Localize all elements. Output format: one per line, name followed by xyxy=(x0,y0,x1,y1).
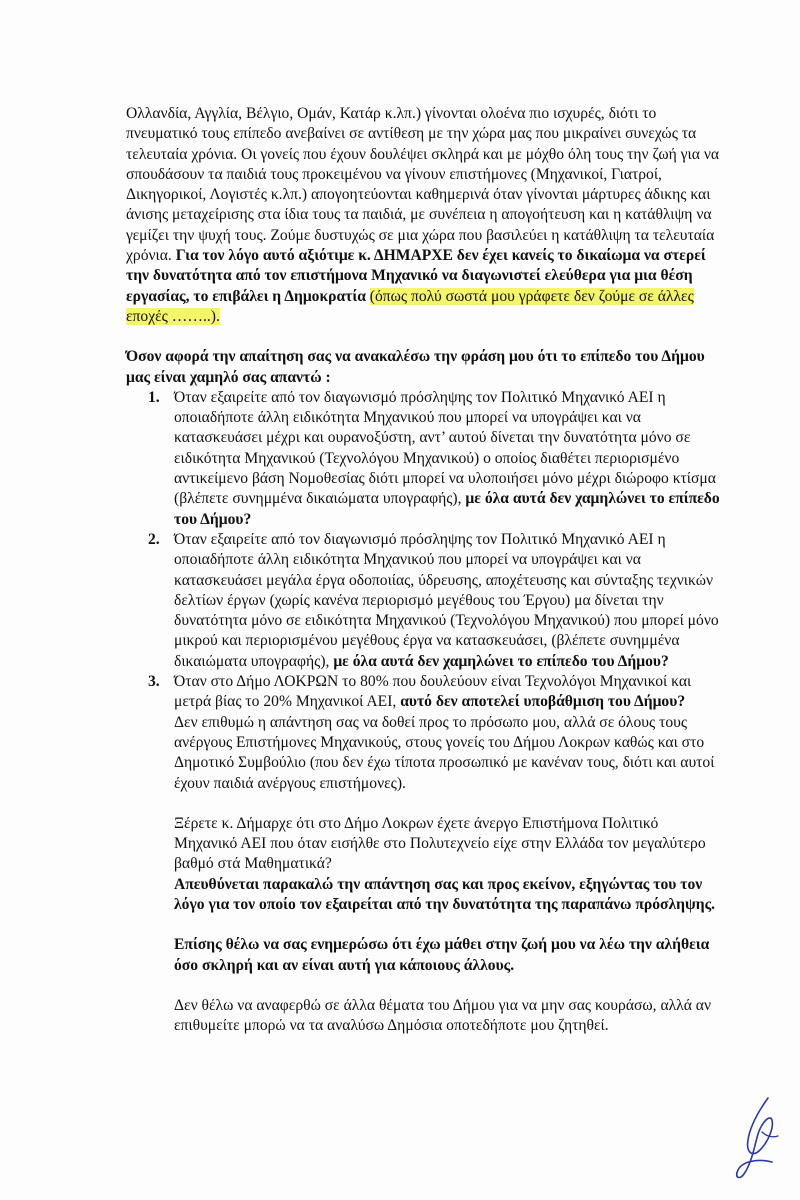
section-heading: Όσον αφορά την απαίτηση σας να ανακαλέσω την φράση μου ότι το επίπεδο του Δήμου μας είναι χαμηλό σας απαντώ : xyxy=(126,348,705,386)
engineer-request: Απευθύνεται παρακαλώ την απάντηση σας και προς εκείνον, εξηγώντας του τον λόγο για τον οποίο τον εξαιρείται από την δυνατότητα της παραπάνω πρόσληψης. xyxy=(174,875,716,913)
intro-text: Ολλανδία, Αγγλία, Βέλγιο, Ομάν, Κατάρ κ.λπ.) γίνονται ολοένα πιο ισχυρές, διότι το πνευματικό τους επίπεδο ανεβαίνει σε αντίθεση με την χώρα μας που μικραίνει συνεχώς τα τελευταία χρόνια. Οι γονείς που έχουν δουλέψει σκληρά και με μόχθο όλη τους την ζωή για να σπουδάσουν τα παιδιά τους προκειμένου να γίνουν επιστήμονες (Μηχανικοί, Γιατροί, Δικηγορικοί, Λογιστές κ.λπ.) απογοητεύονται καθημερινά όταν γίνονται μάρτυρες άδικης και άνισης μεταχείρισης στα ίδια τους τα παιδιά, με συνέπεια η απογοήτευση και η κατάθλιψη να γεμίζει την ψυχή τους. Ζούμε δυστυχώς σε μια χώρα που βασιλεύει η κατάθλιψη τα τελευταία χρόνια. xyxy=(126,105,720,265)
list-item-number: 1. xyxy=(148,388,160,406)
intro-bold-text: Για τον λόγο αυτό αξιότιμε κ. ΔΗΜΑΡΧΕ δεν έχει κανείς το δικαίωμα να στερεί την δυνατότητα από τον επιστήμονα Μηχανικό να διαγωνιστεί ελεύθερα για μια θέση εργασίας, το επιβάλει η Δημοκρατία xyxy=(126,247,706,305)
list-item xyxy=(126,530,724,672)
engineer-paragraph xyxy=(126,814,724,1037)
closing-paragraph: Δεν θέλω να αναφερθώ σε άλλα θέματα του Δήμου για να μην σας κουράσω, αλλά αν επιθυμείτε μπορώ να τα αναλύσω Δημόσια οποτεδήποτε μου ζητηθεί. xyxy=(174,996,712,1035)
numbered-list xyxy=(126,388,724,794)
list-item-text: Όταν εξαιρείτε από τον διαγωνισμό πρόσληψης τον Πολιτικό Μηχανικό ΑΕΙ η οποιαδήποτε άλλη ειδικότητα Μηχανικού που μπορεί να υπογράψει και να κατασκευάσει μεγάλα έργα οδοποιίας, ύδρευσης, αποχέτευσης και σύνταξης τεχνικών δελτίων έργων (χωρίς κανένα περιορισμό μεγέθους του Έργου) μα δίνεται την δυνατότητα μόνο σε ειδικότητα Μηχανικού (Τεχνολόγου Μηχανικού) που μπορεί μόνο μικρού και περιορισμένου μεγέθους έργα να κατασκευάσει, (βλέπετε συνημμένα δικαιώματα υπογραφής), xyxy=(174,530,719,670)
list-item-bold-question: αυτό δεν αποτελεί υποβάθμιση του Δήμου? xyxy=(400,693,686,711)
list-item-bold-question: με όλα αυτά δεν χαμηλώνει το επίπεδο του Δήμου? xyxy=(333,652,669,670)
list-item-followup-text: Δεν επιθυμώ η απάντηση σας να δοθεί προς το πρόσωπο μου, αλλά σε όλους τους ανέργους Επιστήμονες Μηχανικούς, στους γονείς του Δήμου Λοκρων καθώς και στο Δημοτικό Συμβούλιο (που δεν έχω τίποτα προσωπικό με κανέναν τους, διότι και αυτοί έχουν παιδιά ανέργους επιστήμονες). xyxy=(174,713,715,792)
truth-paragraph: Επίσης θέλω να σας ενημερώσω ότι έχω μάθει στην ζωή μου να λέω την αλήθεια όσο σκληρή και αν είναι αυτή για κάποιους άλλους. xyxy=(174,936,710,974)
list-item-text: Όταν εξαιρείτε από τον διαγωνισμό πρόσληψης τον Πολιτικό Μηχανικό ΑΕΙ η οποιαδήποτε άλλη ειδικότητα Μηχανικού που μπορεί να υπογράψει και να κατασκευάσει μέχρι και ουρανοξύστη, αντ’ αυτού δίνεται την δυνατότητα μόνο σε ειδικότητα Μηχανικού (Τεχνολόγου Μηχανικού) ο οποίος διαθέτει περιορισμένο αντικείμενο βάση Νομοθεσίας διότι μπορεί να υλοποιήσει μόνο μέχρι διώροφο κτίσμα (βλέπετε συνημμένα δικαιώματα υπογραφής), xyxy=(174,388,716,508)
engineer-question: Ξέρετε κ. Δήμαρχε ότι στο Δήμο Λοκρων έχετε άνεργο Επιστήμονα Πολιτικό Μηχανικό ΑΕΙ που όταν εισήλθε στο Πολυτεχνείο είχε στην Ελλάδα τον μεγαλύτερο βαθμό στά Μαθηματικά? xyxy=(174,814,706,873)
intro-paragraph xyxy=(126,104,724,327)
list-item-bold-question: με όλα αυτά δεν χαμηλώνει το επίπεδο του Δήμου? xyxy=(174,490,720,528)
list-item xyxy=(126,388,724,530)
intro-highlight-text: (όπως πολύ σωστά μου γράφετε δεν ζούμε σε άλλες εποχές ……..). xyxy=(126,287,694,325)
list-item-number: 2. xyxy=(148,530,160,548)
signature-mark xyxy=(728,1092,784,1182)
list-item-number: 3. xyxy=(148,673,160,691)
document-body xyxy=(126,104,724,1036)
list-item-text: Όταν στο Δήμο ΛΟΚΡΩΝ το 80% που δουλεύουν είναι Τεχνολόγοι Μηχανικοί και μετρά βίας το 20% Μηχανικοί ΑΕΙ, xyxy=(174,673,692,711)
list-item xyxy=(126,672,724,794)
